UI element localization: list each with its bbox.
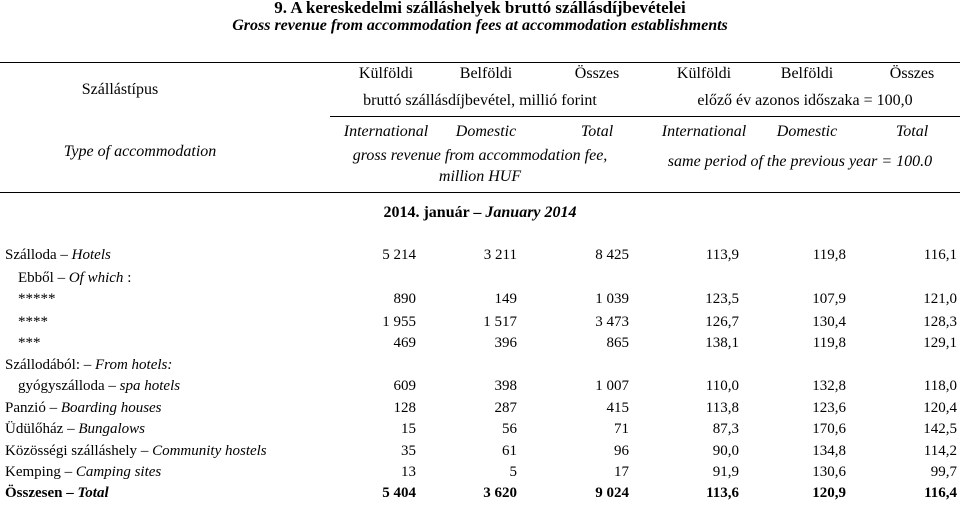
column-header-5: Belföldi (780, 65, 834, 82)
table-cell-col-1: 5 404 (382, 485, 416, 501)
row-label-hungarian: **** (18, 314, 48, 330)
table-cell-col-1: 5 214 (382, 247, 416, 263)
row-header-label-english: Type of accommodation (63, 143, 217, 160)
row-label-hungarian: Üdülőház (5, 421, 64, 437)
table-cell-col-2: 398 (494, 378, 517, 394)
column-header-english-3: Total (580, 123, 614, 140)
row-label-english: Of which (68, 270, 124, 286)
column-header-6: Összes (889, 65, 935, 82)
row-label-english: Bungalows (78, 421, 146, 437)
table-cell-col-5: 119,8 (812, 247, 846, 263)
table-cell-col-1: 13 (401, 464, 416, 480)
table-cell-col-3: 9 024 (595, 485, 629, 501)
table-cell-col-2: 61 (502, 443, 517, 459)
table-title-english: Gross revenue from accommodation fees at accommodation establishments (232, 17, 728, 34)
table-cell-col-2: 1 517 (483, 314, 517, 330)
table-row (0, 291, 960, 312)
row-label-hungarian: ***** (18, 291, 56, 307)
table-row (0, 485, 960, 506)
table-cell-col-3: 17 (614, 464, 629, 480)
row-label-separator: – (83, 357, 92, 373)
column-header-english-4: International (661, 123, 747, 140)
table-cell-col-4: 126,7 (705, 314, 739, 330)
table-cell-col-5: 119,8 (812, 335, 846, 351)
table-cell-col-6: 121,0 (923, 291, 957, 307)
row-label (5, 400, 162, 417)
header-mid-rule (330, 116, 960, 117)
table-row (0, 464, 960, 485)
table-cell-col-4: 90,0 (712, 443, 739, 459)
row-label (18, 378, 180, 395)
table-cell-col-6: 116,1 (923, 247, 957, 263)
table-cell-col-6: 118,0 (923, 378, 957, 394)
table-cell-col-3: 3 473 (595, 314, 629, 330)
table-row (0, 357, 960, 378)
group-header-index-english: same period of the previous year = 100.0 (667, 153, 933, 170)
table-cell-col-2: 287 (494, 400, 517, 416)
row-label-hungarian: *** (18, 335, 41, 351)
row-label-separator: – (140, 443, 149, 459)
table-cell-col-3: 1 007 (595, 378, 629, 394)
table-cell-col-6: 128,3 (923, 314, 957, 330)
row-label (5, 443, 267, 460)
table-row (0, 247, 960, 268)
column-header-4: Külföldi (676, 65, 732, 82)
table-cell-col-1: 128 (393, 400, 416, 416)
table-cell-col-5: 132,8 (812, 378, 846, 394)
table-row (0, 314, 960, 335)
table-cell-col-1: 609 (393, 378, 416, 394)
row-label-separator: – (60, 247, 68, 263)
period-heading (330, 204, 630, 222)
row-label-hungarian: Összesen (5, 485, 63, 501)
row-label-suffix: : (127, 270, 132, 286)
period-label: 2014. január (383, 204, 470, 221)
column-header-english-2: Domestic (455, 123, 517, 140)
table-cell-col-5: 130,4 (812, 314, 846, 330)
table-cell-col-4: 110,0 (705, 378, 739, 394)
row-label (5, 421, 145, 438)
table-row (0, 270, 960, 291)
row-label-hungarian: Kemping (5, 464, 61, 480)
table-cell-col-6: 116,4 (924, 485, 957, 501)
row-label-separator: – (57, 270, 66, 286)
table-cell-col-6: 142,5 (923, 421, 957, 437)
row-header-label: Szállástípus (81, 81, 159, 98)
table-cell-col-5: 107,9 (812, 291, 846, 307)
table-cell-col-2: 5 (509, 464, 517, 480)
row-label-separator: – (64, 464, 73, 480)
table-cell-col-3: 415 (606, 400, 629, 416)
group-header-revenue: bruttó szállásdíjbevétel, millió forint (363, 92, 597, 109)
table-cell-col-3: 865 (606, 335, 629, 351)
row-label-hungarian: Közösségi szálláshely (5, 443, 138, 459)
period-separator: – (473, 204, 482, 221)
table-cell-col-3: 71 (614, 421, 629, 437)
header-top-rule (0, 62, 960, 63)
column-header-english-5: Domestic (776, 123, 838, 140)
row-label-english: From hotels: (95, 357, 173, 373)
table-cell-col-4: 113,6 (706, 485, 739, 501)
row-label-english: Boarding houses (60, 400, 162, 416)
row-label-english: Camping sites (75, 464, 162, 480)
table-cell-col-3: 96 (614, 443, 629, 459)
table-row (0, 335, 960, 356)
table-cell-col-4: 138,1 (705, 335, 739, 351)
header-bottom-rule (0, 192, 960, 193)
table-cell-col-2: 396 (494, 335, 517, 351)
column-header-1: Külföldi (358, 65, 414, 82)
row-label (5, 357, 172, 374)
table-row (0, 421, 960, 442)
row-label-separator: – (49, 400, 58, 416)
row-label (18, 270, 131, 287)
row-label-hungarian: Szálloda (5, 247, 57, 263)
table-cell-col-2: 149 (494, 291, 517, 307)
table-cell-col-5: 123,6 (812, 400, 846, 416)
row-label-hungarian: Panzió (5, 400, 46, 416)
row-label-english: Total (77, 485, 109, 501)
table-row (0, 443, 960, 464)
table-cell-col-4: 91,9 (712, 464, 739, 480)
table-cell-col-1: 15 (401, 421, 416, 437)
row-label (5, 464, 161, 481)
table-cell-col-5: 134,8 (812, 443, 846, 459)
table-cell-col-5: 120,9 (812, 485, 846, 501)
column-header-english-1: International (343, 123, 429, 140)
table-cell-col-2: 3 620 (483, 485, 517, 501)
column-header-english-6: Total (895, 123, 929, 140)
row-label-separator: – (66, 485, 74, 501)
table-cell-col-4: 123,5 (705, 291, 739, 307)
group-header-revenue-english: gross revenue from accommodation fee, million HUF (352, 147, 608, 185)
table-cell-col-5: 170,6 (812, 421, 846, 437)
row-label (5, 247, 111, 264)
table-cell-col-6: 120,4 (923, 400, 957, 416)
group-header-index: előző év azonos időszaka = 100,0 (697, 92, 913, 109)
row-label-english: spa hotels (119, 378, 181, 394)
row-label-english: Hotels (71, 247, 111, 263)
column-header-2: Belföldi (459, 65, 513, 82)
table-cell-col-4: 113,9 (705, 247, 739, 263)
table-cell-col-1: 35 (401, 443, 416, 459)
column-header-3: Összes (574, 65, 620, 82)
table-cell-col-5: 130,6 (812, 464, 846, 480)
table-row (0, 400, 960, 421)
table-cell-col-3: 8 425 (595, 247, 629, 263)
row-label-hungarian: Szállodából: (5, 357, 80, 373)
row-label-separator: – (67, 421, 75, 437)
row-label (18, 291, 56, 308)
table-cell-col-4: 113,8 (705, 400, 739, 416)
table-cell-col-6: 129,1 (923, 335, 957, 351)
table-title: 9. A kereskedelmi szálláshelyek bruttó szállásdíjbevételei (274, 0, 686, 17)
row-label (18, 314, 48, 331)
row-label (18, 335, 41, 352)
table-cell-col-6: 114,2 (923, 443, 957, 459)
table-cell-col-1: 469 (393, 335, 416, 351)
row-label-hungarian: Ebből (18, 270, 54, 286)
table-cell-col-1: 890 (393, 291, 416, 307)
table-cell-col-3: 1 039 (595, 291, 629, 307)
row-label-hungarian: gyógyszálloda (18, 378, 105, 394)
table-cell-col-6: 99,7 (930, 464, 957, 480)
row-label-english: Community hostels (152, 443, 267, 459)
table-cell-col-4: 87,3 (712, 421, 739, 437)
row-label (5, 485, 109, 502)
table-cell-col-1: 1 955 (382, 314, 416, 330)
row-label-separator: – (108, 378, 116, 394)
table-cell-col-2: 56 (502, 421, 517, 437)
table-row (0, 378, 960, 399)
table-cell-col-2: 3 211 (483, 247, 517, 263)
period-label-english: January 2014 (485, 204, 577, 221)
